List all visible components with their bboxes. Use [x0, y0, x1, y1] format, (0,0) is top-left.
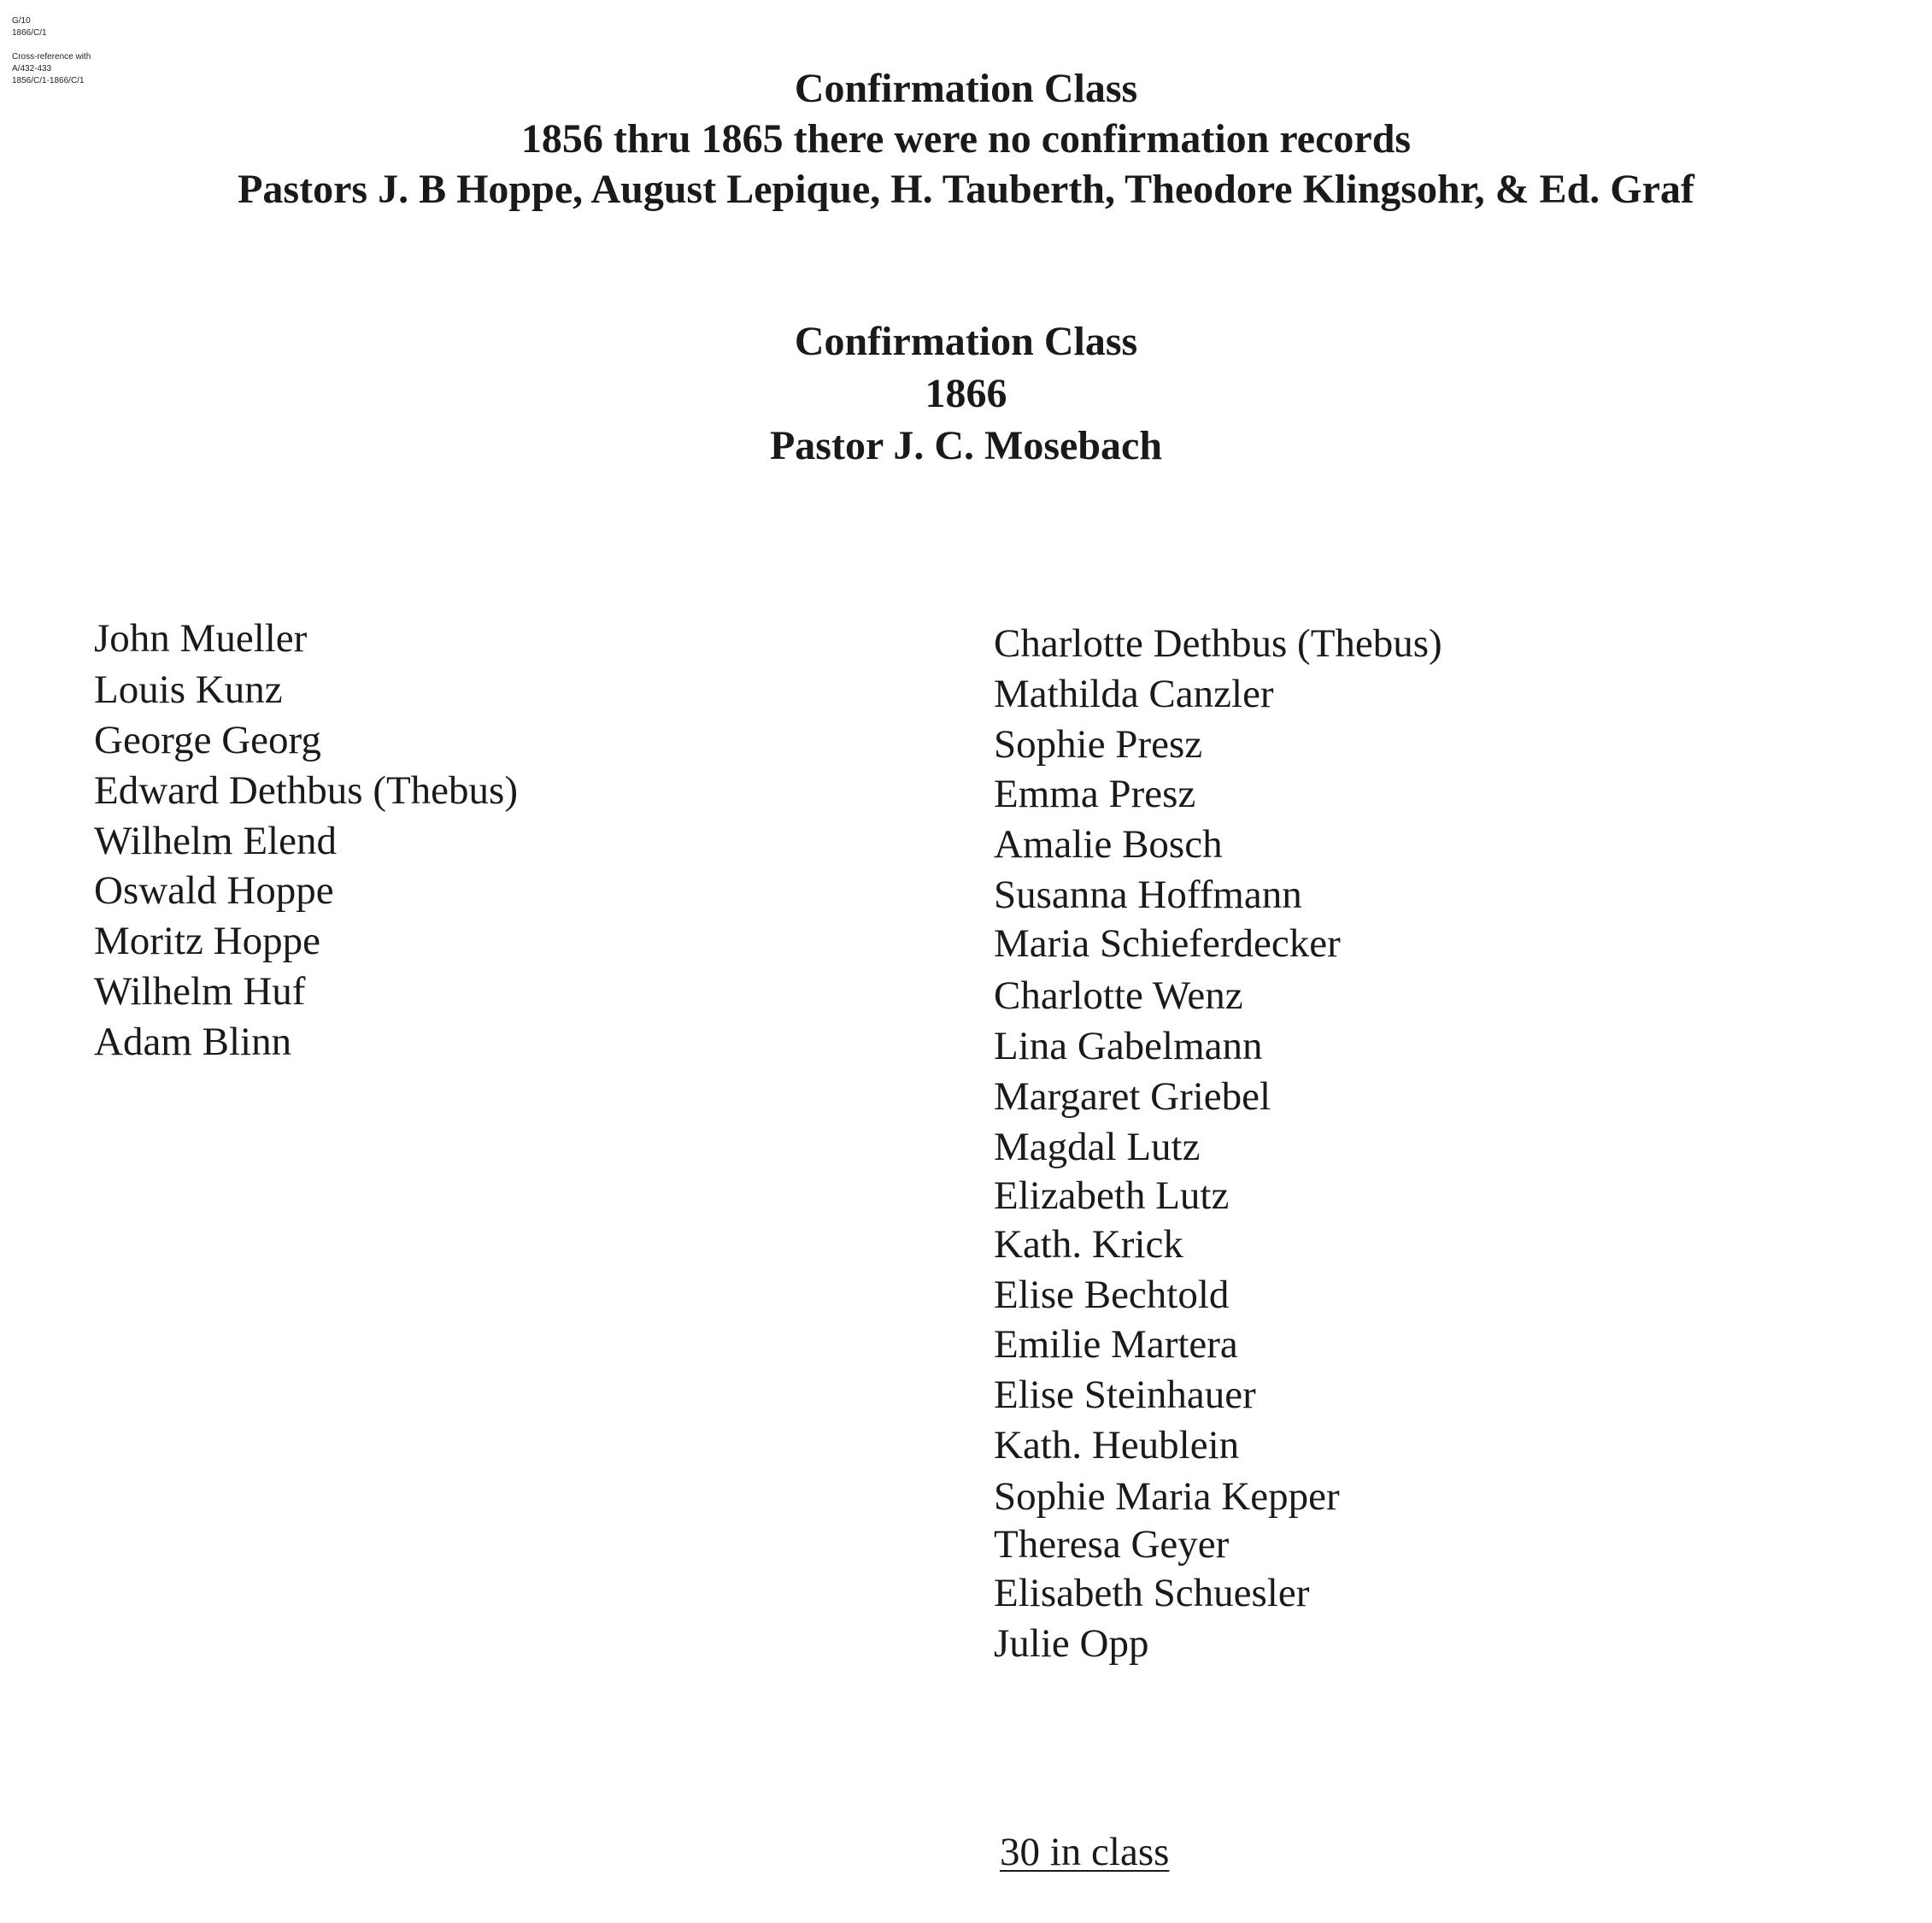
name-entry: Sophie Maria Kepper — [994, 1474, 1340, 1519]
pastors-list: Pastors J. B Hoppe, August Lepique, H. Tauberth, Theodore Klingsohr, & Ed. Graf — [238, 167, 1694, 212]
cross-reference-code: A/432-433 — [12, 64, 52, 74]
cross-reference-label: Cross-reference with — [12, 52, 91, 62]
section-title: Confirmation Class — [794, 66, 1138, 111]
reference-code: 1866/C/1 — [12, 28, 47, 38]
name-entry: Wilhelm Elend — [94, 819, 337, 863]
section-header-1856-1865 — [0, 63, 1932, 215]
name-entry: Charlotte Dethbus (Thebus) — [994, 621, 1442, 666]
name-entry: John Mueller — [94, 616, 308, 661]
name-entry: Kath. Heublein — [994, 1423, 1240, 1467]
class-count: 30 in class — [1000, 1830, 1170, 1874]
name-entry: Elisabeth Schuesler — [994, 1571, 1310, 1615]
name-entry: Emilie Martera — [994, 1322, 1238, 1367]
section-header-1866 — [0, 315, 1932, 472]
name-entry: Elise Bechtold — [994, 1273, 1230, 1317]
name-entry: Sophie Presz — [994, 722, 1203, 767]
name-entry: Charlotte Wenz — [994, 973, 1243, 1018]
no-records-note: 1856 thru 1865 there were no confirmation records — [520, 116, 1412, 162]
name-entry: Elizabeth Lutz — [994, 1173, 1230, 1218]
name-entry: Moritz Hoppe — [94, 919, 320, 963]
spacer — [12, 39, 91, 51]
class-year: 1866 — [925, 371, 1007, 416]
pastor-name: Pastor J. C. Mosebach — [769, 423, 1163, 468]
name-entry: Susanna Hoffmann — [994, 873, 1302, 917]
name-entry: Adam Blinn — [94, 1020, 292, 1064]
name-entry: Margaret Griebel — [994, 1074, 1271, 1119]
name-entry: Magdal Lutz — [994, 1125, 1201, 1169]
name-entry: Lina Gabelmann — [994, 1024, 1263, 1068]
reference-code: G/10 — [12, 16, 31, 26]
name-entry: Julie Opp — [994, 1621, 1149, 1666]
section-title: Confirmation Class — [794, 319, 1138, 364]
name-entry: Emma Presz — [994, 772, 1196, 816]
cross-reference-code: 1856/C/1-1866/C/1 — [12, 76, 85, 85]
name-entry: Theresa Geyer — [994, 1522, 1230, 1567]
name-entry: Amalie Bosch — [994, 822, 1223, 867]
name-entry: Kath. Krick — [994, 1222, 1183, 1267]
name-entry: Wilhelm Huf — [94, 969, 306, 1014]
name-entry: Louis Kunz — [94, 667, 283, 712]
name-entry: Elise Steinhauer — [994, 1373, 1256, 1417]
name-entry: Mathilda Canzler — [994, 672, 1274, 716]
name-entry: George Georg — [94, 718, 321, 762]
name-entry: Edward Dethbus (Thebus) — [94, 768, 518, 813]
name-entry: Oswald Hoppe — [94, 868, 334, 913]
name-entry: Maria Schieferdecker — [994, 921, 1341, 966]
